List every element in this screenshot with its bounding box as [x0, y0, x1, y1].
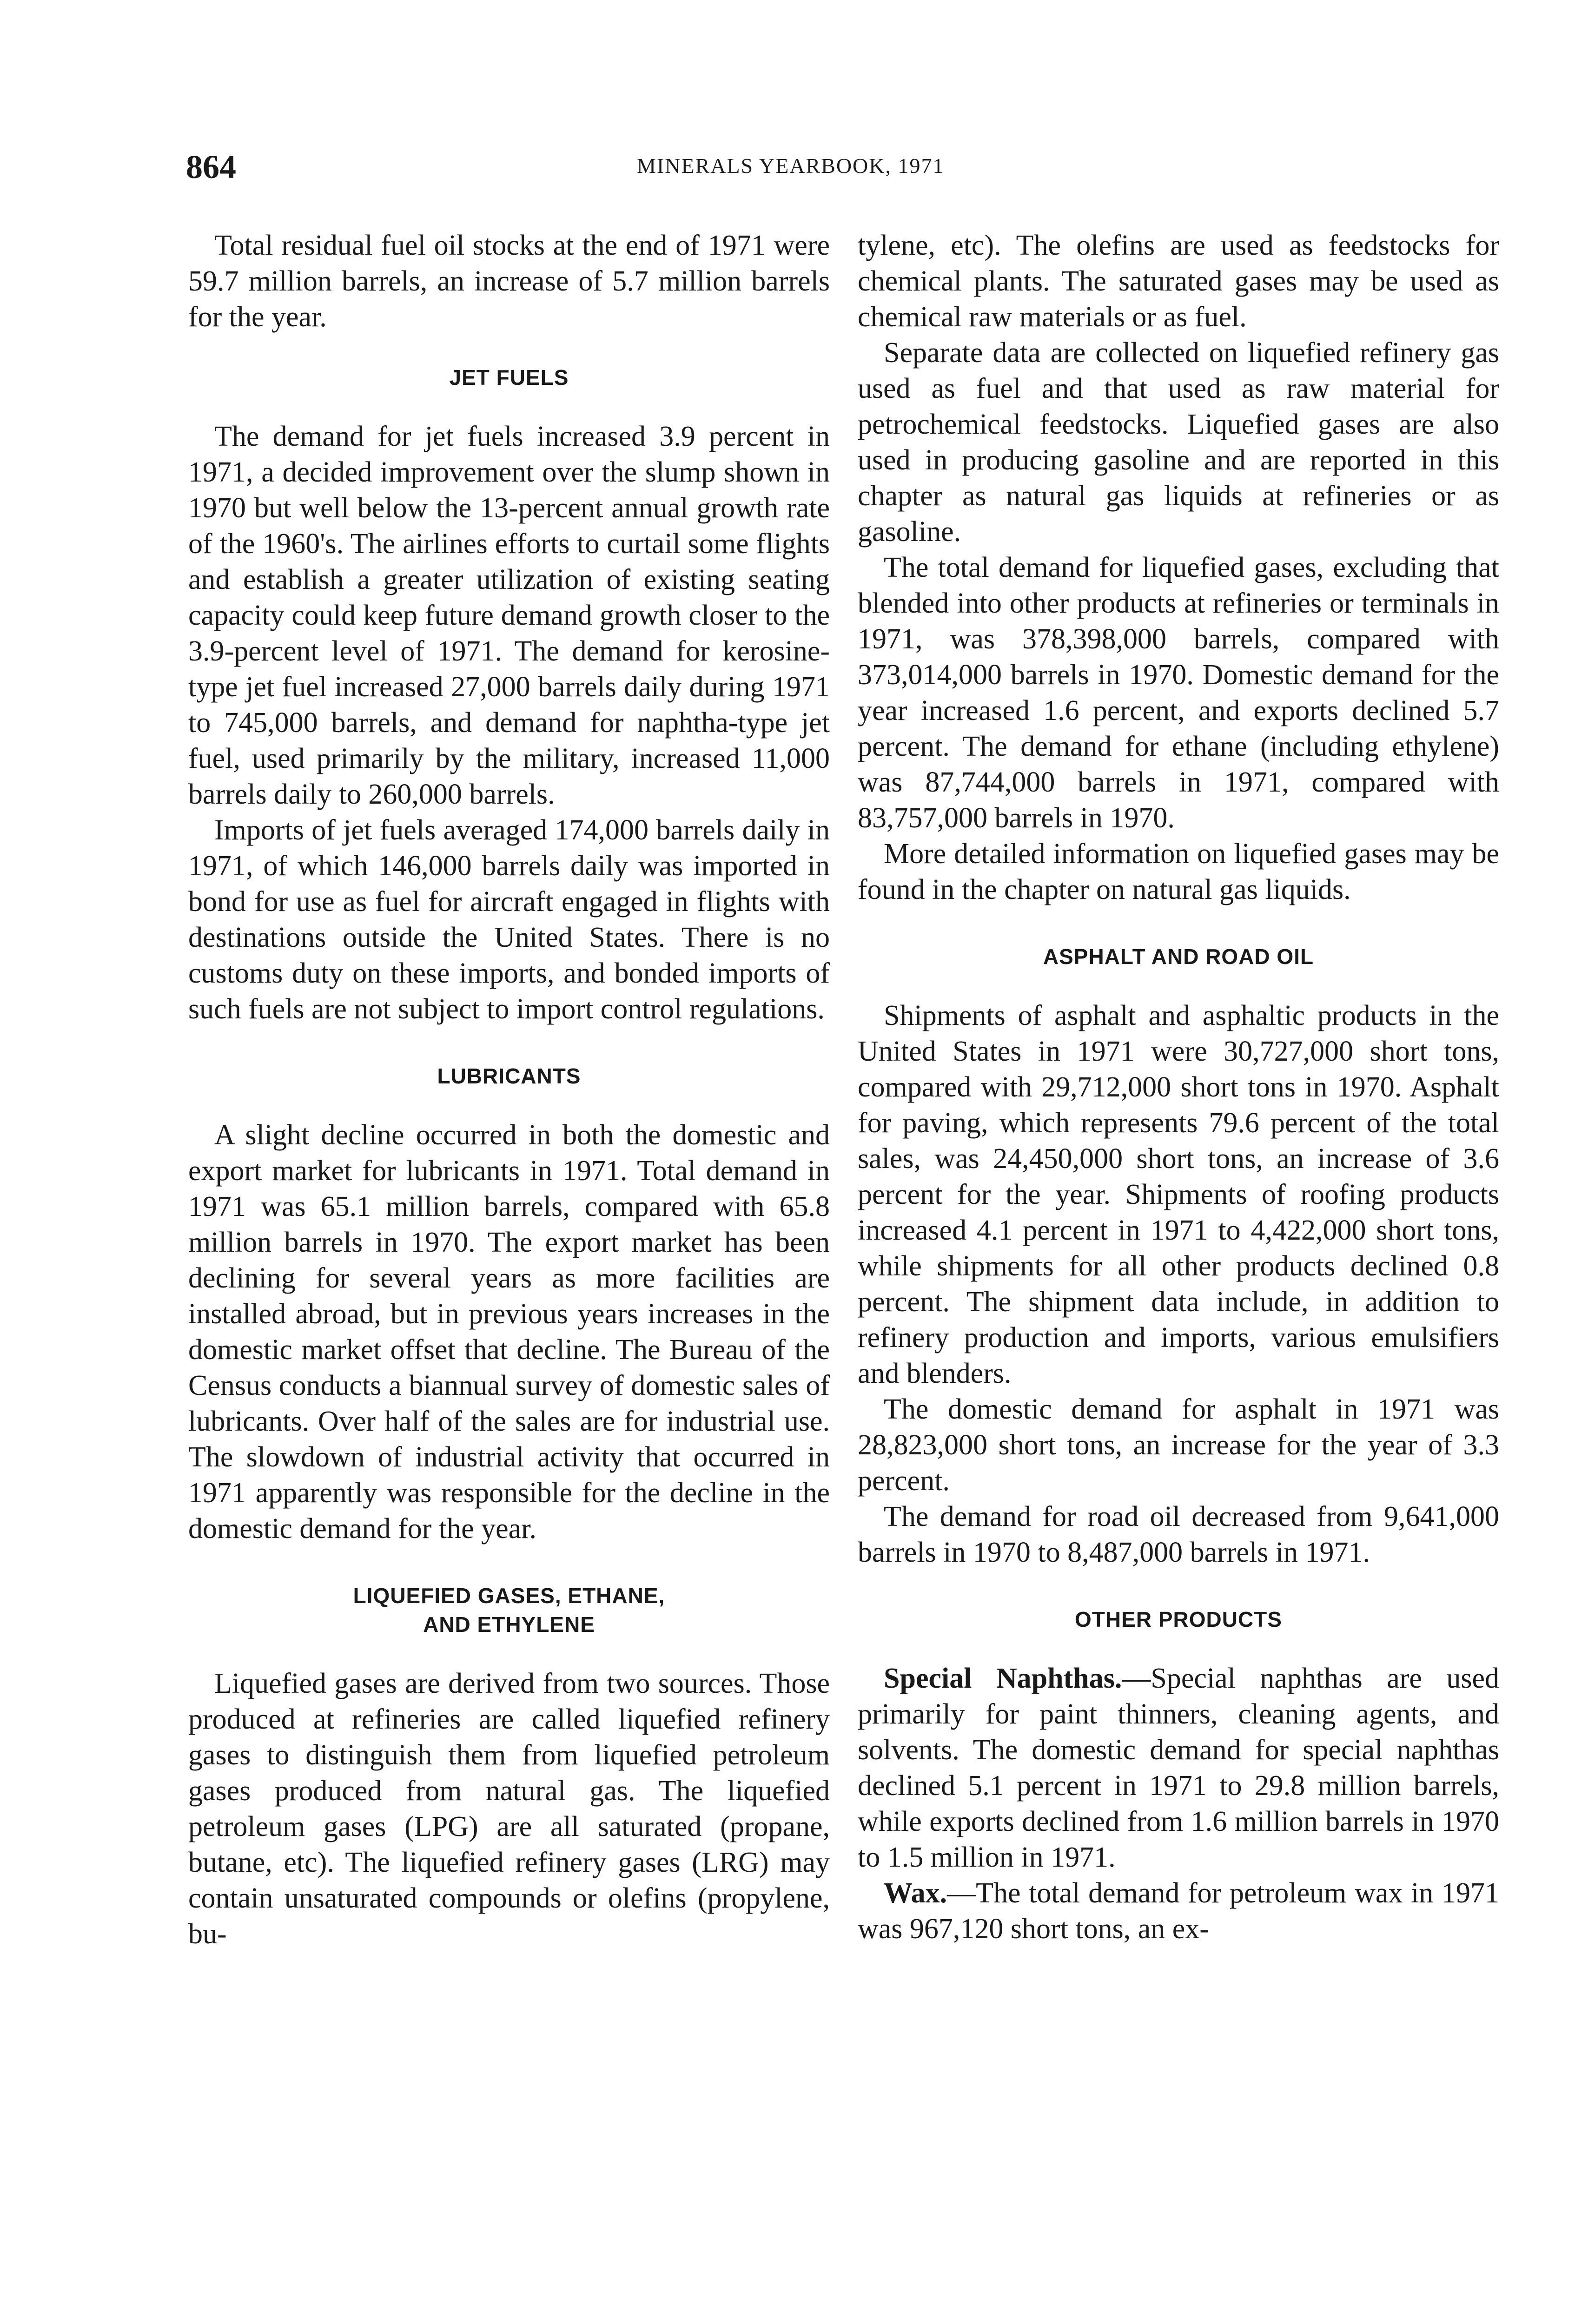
liquefied-gases-info-paragraph: More detailed information on liquefied gases may be found in the chapter on natural gas liquids. [858, 838, 1499, 905]
wax-lead: Wax. [884, 1877, 947, 1909]
asphalt-demand-paragraph: The domestic demand for asphalt in 1971 was 28,823,000 short tons, an increase for the year of 3.3 percent. [858, 1393, 1499, 1497]
liquefied-gases-heading-line1: LIQUEFIED GASES, ETHANE, [353, 1584, 665, 1608]
liquefied-gases-heading-line2: AND ETHYLENE [423, 1612, 595, 1637]
left-column [188, 228, 830, 1952]
jet-fuels-heading: JET FUELS [449, 365, 569, 390]
special-naphthas-lead: Special Naphthas. [884, 1663, 1122, 1694]
wax-paragraph [858, 1875, 1499, 1947]
running-title: MINERALS YEARBOOK, 1971 [637, 154, 945, 178]
residual-fuel-paragraph: Total residual fuel oil stocks at the end of 1971 were 59.7 million barrels, an increase of 5.7 million barrels for the year. [188, 230, 830, 333]
lubricants-paragraph: A slight decline occurred in both the domestic and export market for lubricants in 1971. Total demand in 1971 was 65.1 million barrels, compared with 65.8 million barrels in 1970. The export market has been declining for several years as more facilities are installed abroad, but in previous years increases in the domestic market offset that decline. The Bureau of the Census conducts a biannual survey of domestic sales of lubricants. Over half of the sales are for industrial use. The slowdown of industrial activity that occurred in 1971 apparently was responsible for the decline in the domestic demand for the year. [188, 1119, 830, 1545]
lubricants-heading: LUBRICANTS [437, 1064, 581, 1088]
right-column [858, 228, 1499, 1947]
special-naphthas-paragraph [858, 1661, 1499, 1875]
other-products-heading: OTHER PRODUCTS [1075, 1607, 1282, 1631]
asphalt-heading: ASPHALT AND ROAD OIL [1043, 944, 1314, 969]
liquefied-gases-demand-paragraph: The total demand for liquefied gases, excluding that blended into other products at refineries or terminals in 1971, was 378,398,000 barrels, compared with 373,014,000 barrels in 1970. Domestic demand for the year increased 1.6 percent, and exports declined 5.7 percent. The demand for ethane (including ethylene) was 87,744,000 barrels in 1971, compared with 83,757,000 barrels in 1970. [858, 552, 1499, 834]
liquefied-gases-separate-data-paragraph: Separate data are collected on liquefied refinery gas used as fuel and that used as raw material for petrochemical feedstocks. Liquefied gases are also used in producing gasoline and are reported in this chapter as natural gas liquids at refineries or as gasoline. [858, 337, 1499, 548]
liquefied-gases-continuation: tylene, etc). The olefins are used as feedstocks for chemical plants. The saturated gases may be used as chemical raw materials or as fuel. [858, 230, 1499, 333]
asphalt-shipments-paragraph: Shipments of asphalt and asphaltic products in the United States in 1971 were 30,727,000 short tons, compared with 29,712,000 short tons in 1970. Asphalt for paving, which represents 79.6 percent of the total sales, was 24,450,000 short tons, an increase of 3.6 percent for the year. Shipments of roofing products increased 4.1 percent in 1971 to 4,422,000 short tons, while shipments for all other products declined 0.8 percent. The shipment data include, in addition to refinery production and imports, various emulsifiers and blenders. [858, 1000, 1499, 1389]
special-naphthas-text: —Special naphthas are used primarily for paint thinners, cleaning agents, and solvents. The domestic demand for special naphthas declined 5.1 percent in 1971 to 29.8 million barrels, while exports declined from 1.6 million barrels in 1970 to 1.5 million in 1971. [858, 1663, 1499, 1873]
liquefied-gases-heading [188, 1581, 830, 1639]
page-number: 864 [186, 148, 236, 185]
jet-fuels-paragraph: The demand for jet fuels increased 3.9 percent in 1971, a decided improvement over the slump shown in 1970 but well below the 13-percent annual growth rate of the 1960's. The airlines efforts to curtail some flights and establish a greater utilization of existing seating capacity could keep future demand growth closer to the 3.9-percent level of 1971. The demand for kerosine-type jet fuel increased 27,000 barrels daily during 1971 to 745,000 barrels, and demand for naphtha-type jet fuel, used primarily by the military, increased 11,000 barrels daily to 260,000 barrels. [188, 421, 830, 810]
jet-fuels-imports-paragraph: Imports of jet fuels averaged 174,000 barrels daily in 1971, of which 146,000 barrels daily was imported in bond for use as fuel for aircraft engaged in flights with destinations outside the United States. There is no customs duty on these imports, and bonded imports of such fuels are not subject to import control regulations. [188, 814, 830, 1025]
wax-text: —The total demand for petroleum wax in 1971 was 967,120 short tons, an ex- [858, 1877, 1499, 1945]
liquefied-gases-paragraph: Liquefied gases are derived from two sources. Those produced at refineries are called liquefied refinery gases to distinguish them from liquefied petroleum gases produced from natural gas. The liquefied petroleum gases (LPG) are all saturated (propane, butane, etc). The liquefied refinery gases (LRG) may contain unsaturated compounds or olefins (propylene, bu- [188, 1668, 830, 1950]
road-oil-paragraph: The demand for road oil decreased from 9,641,000 barrels in 1970 to 8,487,000 barrels in 1971. [858, 1501, 1499, 1568]
